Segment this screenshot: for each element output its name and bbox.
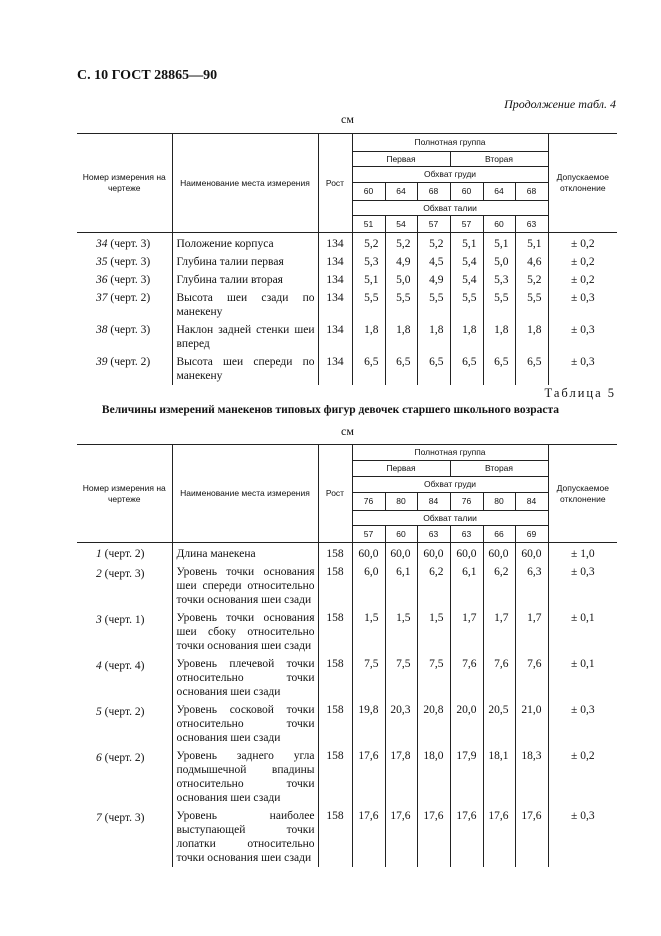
cell-value: 17,6 <box>417 807 450 867</box>
cell-tolerance: ± 0,3 <box>548 563 617 609</box>
drawing-reference: (черт. 2) <box>101 706 145 718</box>
measurement-number: 4 <box>96 660 102 672</box>
cell-value: 1,8 <box>515 321 548 353</box>
cell-name: Уровень точки основания шеи спереди относительно точки основания шеи сзади <box>172 563 318 609</box>
cell-tolerance: ± 0,2 <box>548 253 617 271</box>
drawing-reference: (черт. 2) <box>107 292 151 304</box>
cell-value: 5,2 <box>352 233 385 254</box>
cell-value: 4,9 <box>385 253 417 271</box>
cell-tolerance: ± 0,2 <box>548 271 617 289</box>
table-row <box>77 233 617 254</box>
table5-body <box>77 543 617 868</box>
cell-value: 18,1 <box>483 747 515 807</box>
cell-num <box>77 321 172 353</box>
col-header-group: Полнотная группа <box>352 134 548 152</box>
cell-value: 5,3 <box>483 271 515 289</box>
table-row <box>77 807 617 867</box>
table-row <box>77 353 617 385</box>
cell-height: 134 <box>318 321 352 353</box>
cell-value: 5,2 <box>417 233 450 254</box>
cell-value: 17,6 <box>483 807 515 867</box>
drawing-reference: (черт. 3) <box>107 324 151 336</box>
chest-value: 80 <box>385 493 417 511</box>
cell-tolerance: ± 0,3 <box>548 807 617 867</box>
drawing-reference: (черт. 2) <box>101 752 145 764</box>
col-header-waist: Обхват талии <box>352 201 548 216</box>
col-header-second: Вторая <box>450 152 548 167</box>
waist-value: 57 <box>450 216 483 233</box>
cell-value: 5,3 <box>352 253 385 271</box>
table-row <box>77 701 617 747</box>
table-row <box>77 543 617 564</box>
cell-tolerance: ± 0,1 <box>548 609 617 655</box>
table4-continuation-label: Продолжение табл. 4 <box>504 97 616 111</box>
table-row <box>77 289 617 321</box>
chest-value: 76 <box>352 493 385 511</box>
cell-value: 21,0 <box>515 701 548 747</box>
cell-height: 158 <box>318 655 352 701</box>
cell-value: 60,0 <box>515 543 548 564</box>
cell-tolerance: ± 0,2 <box>548 233 617 254</box>
table-row <box>77 271 617 289</box>
cell-value: 1,5 <box>417 609 450 655</box>
cell-name: Уровень заднего угла подмышечной впадины относительно точки основания шеи сзади <box>172 747 318 807</box>
table4-body <box>77 233 617 386</box>
col-header-tolerance: Допускаемое отклонение <box>548 134 617 233</box>
measurement-number: 37 <box>96 292 108 304</box>
cell-value: 4,5 <box>417 253 450 271</box>
cell-value: 20,3 <box>385 701 417 747</box>
chest-value: 76 <box>450 493 483 511</box>
cell-name: Положение корпуса <box>172 233 318 254</box>
cell-value: 17,9 <box>450 747 483 807</box>
cell-value: 17,6 <box>385 807 417 867</box>
cell-num <box>77 353 172 385</box>
measurement-number: 2 <box>96 568 102 580</box>
cell-value: 6,5 <box>352 353 385 385</box>
cell-value: 1,7 <box>450 609 483 655</box>
table-row <box>77 747 617 807</box>
cell-height: 158 <box>318 747 352 807</box>
cell-value: 6,5 <box>450 353 483 385</box>
cell-value: 5,1 <box>450 233 483 254</box>
cell-tolerance: ± 0,3 <box>548 321 617 353</box>
chest-value: 60 <box>352 183 385 201</box>
table-row <box>77 321 617 353</box>
cell-value: 1,8 <box>352 321 385 353</box>
cell-num <box>77 609 172 655</box>
cell-value: 17,6 <box>352 747 385 807</box>
cell-num <box>77 807 172 867</box>
cell-name: Глубина талии первая <box>172 253 318 271</box>
cell-num <box>77 747 172 807</box>
cell-value: 5,0 <box>483 253 515 271</box>
drawing-reference: (черт. 4) <box>101 660 145 672</box>
col-header-chest: Обхват груди <box>352 477 548 493</box>
cell-tolerance: ± 0,3 <box>548 289 617 321</box>
cell-name: Высота шеи спереди по манекену <box>172 353 318 385</box>
cell-value: 1,7 <box>515 609 548 655</box>
col-header-num: Номер измерения на чертеже <box>77 134 172 233</box>
cell-value: 6,0 <box>352 563 385 609</box>
drawing-reference: (черт. 2) <box>101 548 145 560</box>
cell-value: 60,0 <box>417 543 450 564</box>
drawing-reference: (черт. 3) <box>107 238 151 250</box>
cell-value: 4,9 <box>417 271 450 289</box>
chest-value: 68 <box>417 183 450 201</box>
measurement-number: 5 <box>96 706 102 718</box>
measurement-number: 34 <box>96 238 108 250</box>
cell-name: Уровень наиболее выступающей точки лопатки относительно точки основания шеи сзади <box>172 807 318 867</box>
cell-num <box>77 289 172 321</box>
cell-value: 4,6 <box>515 253 548 271</box>
col-header-chest: Обхват груди <box>352 167 548 183</box>
waist-value: 63 <box>450 526 483 543</box>
cell-name: Высота шеи сзади по манекену <box>172 289 318 321</box>
cell-name: Длина манекена <box>172 543 318 564</box>
cell-name: Уровень плечевой точки относительно точки основания шеи сзади <box>172 655 318 701</box>
table4 <box>77 133 617 385</box>
measurement-number: 35 <box>96 256 108 268</box>
cell-tolerance: ± 0,2 <box>548 747 617 807</box>
cell-value: 20,5 <box>483 701 515 747</box>
cell-num <box>77 655 172 701</box>
page-header: С. 10 ГОСТ 28865—90 <box>77 68 218 83</box>
chest-value: 60 <box>450 183 483 201</box>
measurement-number: 38 <box>96 324 108 336</box>
col-header-tolerance: Допускаемое отклонение <box>548 445 617 543</box>
cell-value: 5,1 <box>483 233 515 254</box>
cell-tolerance: ± 0,3 <box>548 701 617 747</box>
drawing-reference: (черт. 1) <box>101 614 145 626</box>
table4-units: см <box>341 112 354 126</box>
cell-value: 7,5 <box>417 655 450 701</box>
cell-height: 134 <box>318 271 352 289</box>
cell-value: 5,5 <box>483 289 515 321</box>
chest-value: 64 <box>483 183 515 201</box>
cell-value: 5,5 <box>352 289 385 321</box>
measurement-number: 36 <box>96 274 108 286</box>
cell-num <box>77 543 172 564</box>
cell-value: 17,6 <box>352 807 385 867</box>
measurement-number: 1 <box>96 548 102 560</box>
cell-height: 134 <box>318 353 352 385</box>
cell-value: 7,5 <box>385 655 417 701</box>
cell-value: 6,3 <box>515 563 548 609</box>
cell-value: 1,8 <box>450 321 483 353</box>
drawing-reference: (черт. 2) <box>107 356 151 368</box>
cell-value: 18,0 <box>417 747 450 807</box>
cell-value: 1,5 <box>352 609 385 655</box>
col-header-first: Первая <box>352 152 450 167</box>
cell-value: 6,5 <box>417 353 450 385</box>
cell-name: Глубина талии вторая <box>172 271 318 289</box>
cell-tolerance: ± 0,1 <box>548 655 617 701</box>
cell-value: 6,2 <box>417 563 450 609</box>
cell-value: 5,5 <box>450 289 483 321</box>
table-row <box>77 563 617 609</box>
cell-value: 5,5 <box>385 289 417 321</box>
cell-value: 5,4 <box>450 271 483 289</box>
waist-value: 60 <box>483 216 515 233</box>
cell-num <box>77 701 172 747</box>
cell-value: 17,6 <box>450 807 483 867</box>
cell-value: 19,8 <box>352 701 385 747</box>
cell-value: 6,1 <box>385 563 417 609</box>
cell-num <box>77 253 172 271</box>
measurement-number: 7 <box>96 812 102 824</box>
cell-num <box>77 271 172 289</box>
cell-value: 6,5 <box>483 353 515 385</box>
cell-value: 6,5 <box>515 353 548 385</box>
cell-value: 7,5 <box>352 655 385 701</box>
cell-height: 158 <box>318 543 352 564</box>
cell-name: Уровень сосковой точки относительно точки основания шеи сзади <box>172 701 318 747</box>
cell-name: Наклон задней стенки шеи вперед <box>172 321 318 353</box>
cell-value: 7,6 <box>450 655 483 701</box>
cell-value: 60,0 <box>450 543 483 564</box>
waist-value: 60 <box>385 526 417 543</box>
cell-height: 134 <box>318 253 352 271</box>
col-header-name: Наименование места измерения <box>172 445 318 543</box>
cell-name: Уровень точки основания шеи сбоку относительно точки основания шеи сзади <box>172 609 318 655</box>
col-header-first: Первая <box>352 461 450 477</box>
col-header-waist: Обхват талии <box>352 511 548 526</box>
chest-value: 84 <box>515 493 548 511</box>
cell-value: 5,2 <box>515 271 548 289</box>
chest-value: 80 <box>483 493 515 511</box>
cell-value: 5,5 <box>515 289 548 321</box>
cell-height: 158 <box>318 807 352 867</box>
chest-value: 84 <box>417 493 450 511</box>
cell-value: 7,6 <box>483 655 515 701</box>
cell-value: 5,5 <box>417 289 450 321</box>
table5 <box>77 444 617 867</box>
cell-value: 60,0 <box>483 543 515 564</box>
cell-value: 6,2 <box>483 563 515 609</box>
table-row <box>77 253 617 271</box>
col-header-group: Полнотная группа <box>352 445 548 461</box>
cell-num <box>77 563 172 609</box>
cell-value: 60,0 <box>385 543 417 564</box>
drawing-reference: (черт. 3) <box>107 274 151 286</box>
cell-value: 7,6 <box>515 655 548 701</box>
cell-tolerance: ± 0,3 <box>548 353 617 385</box>
cell-height: 134 <box>318 289 352 321</box>
cell-value: 17,8 <box>385 747 417 807</box>
waist-value: 69 <box>515 526 548 543</box>
cell-value: 5,1 <box>352 271 385 289</box>
drawing-reference: (черт. 3) <box>101 812 145 824</box>
drawing-reference: (черт. 3) <box>107 256 151 268</box>
cell-height: 158 <box>318 701 352 747</box>
measurement-number: 3 <box>96 614 102 626</box>
cell-height: 158 <box>318 563 352 609</box>
cell-value: 6,1 <box>450 563 483 609</box>
cell-value: 5,4 <box>450 253 483 271</box>
measurement-number: 39 <box>96 356 108 368</box>
col-header-num: Номер измерения на чертеже <box>77 445 172 543</box>
cell-value: 1,8 <box>417 321 450 353</box>
cell-value: 1,8 <box>483 321 515 353</box>
chest-value: 64 <box>385 183 417 201</box>
waist-value: 66 <box>483 526 515 543</box>
cell-tolerance: ± 1,0 <box>548 543 617 564</box>
cell-value: 5,2 <box>385 233 417 254</box>
table-row <box>77 609 617 655</box>
waist-value: 57 <box>417 216 450 233</box>
cell-value: 5,0 <box>385 271 417 289</box>
cell-value: 1,5 <box>385 609 417 655</box>
table-row <box>77 655 617 701</box>
table5-units: см <box>341 424 354 438</box>
waist-value: 54 <box>385 216 417 233</box>
cell-num <box>77 233 172 254</box>
cell-value: 17,6 <box>515 807 548 867</box>
table5-title: Величины измерений манекенов типовых фигур девочек старшего школьного возраста <box>101 404 560 416</box>
cell-value: 5,1 <box>515 233 548 254</box>
cell-value: 60,0 <box>352 543 385 564</box>
waist-value: 51 <box>352 216 385 233</box>
drawing-reference: (черт. 3) <box>101 568 145 580</box>
col-header-name: Наименование места измерения <box>172 134 318 233</box>
cell-value: 1,7 <box>483 609 515 655</box>
col-header-height: Рост <box>318 445 352 543</box>
col-header-second: Вторая <box>450 461 548 477</box>
col-header-height: Рост <box>318 134 352 233</box>
chest-value: 68 <box>515 183 548 201</box>
cell-value: 6,5 <box>385 353 417 385</box>
table5-label: Таблица 5 <box>544 386 616 400</box>
cell-value: 20,8 <box>417 701 450 747</box>
waist-value: 57 <box>352 526 385 543</box>
waist-value: 63 <box>515 216 548 233</box>
cell-value: 1,8 <box>385 321 417 353</box>
cell-value: 18,3 <box>515 747 548 807</box>
cell-value: 20,0 <box>450 701 483 747</box>
cell-height: 134 <box>318 233 352 254</box>
waist-value: 63 <box>417 526 450 543</box>
measurement-number: 6 <box>96 752 102 764</box>
cell-height: 158 <box>318 609 352 655</box>
